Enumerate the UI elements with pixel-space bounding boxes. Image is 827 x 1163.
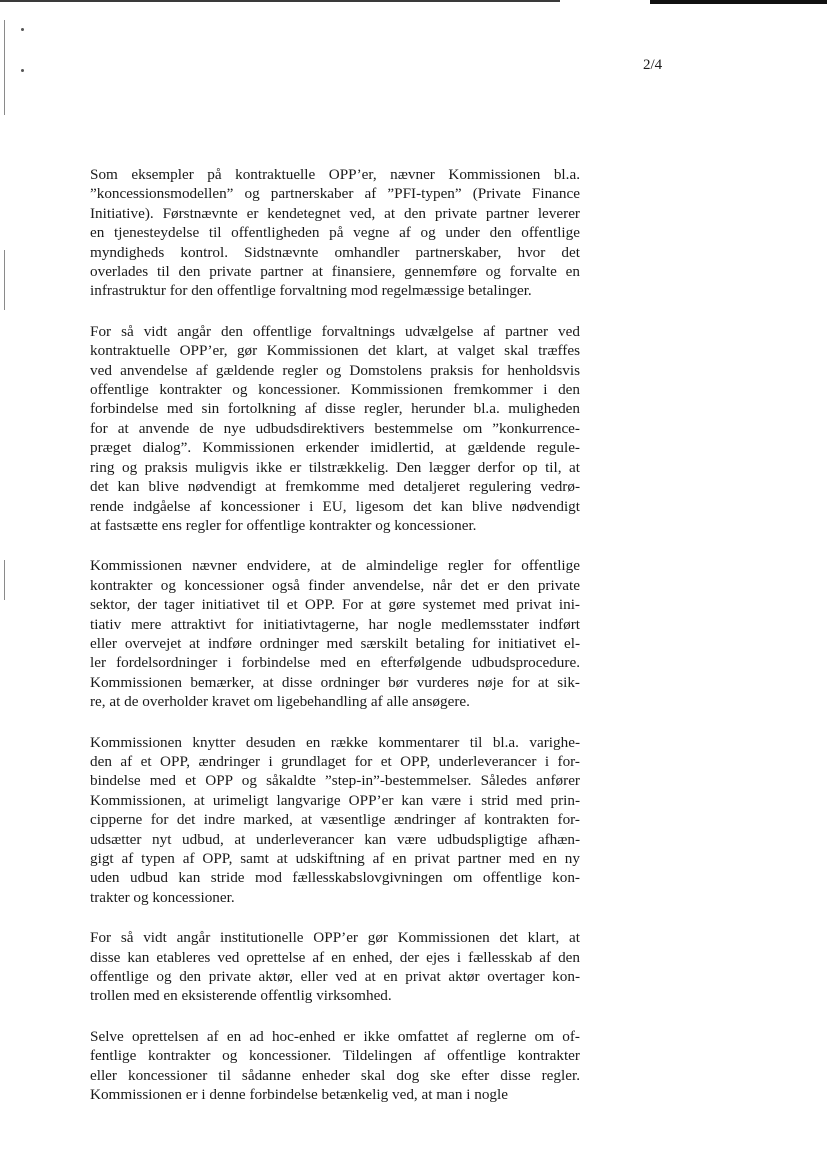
paragraph (90, 556, 580, 711)
text-line: ved anvendelse af gældende regler og Domstolens praksis for henholdsvis (90, 361, 580, 379)
text-line: rende indgåelse af koncessioner i EU, ligesom det kan blive nødvendigt (90, 497, 580, 515)
text-line: det kan blive nødvendigt at fremkomme med detaljeret regulering vedrø- (90, 478, 580, 496)
text-line: Initiative). Førstnævnte er kendetegnet ved, at den private partner leverer (90, 204, 580, 222)
text-line: infrastruktur for den offentlige forvaltning mod regelmæssige betalinger. (90, 282, 532, 300)
text-line: for at anvende de nye udbudsdirektivers bestemmelse om ”konkurrence- (90, 419, 580, 437)
paragraph (90, 165, 580, 301)
text-line: Kommissionen bemærker, at disse ordninger bør vurderes nøje for at sik- (90, 673, 580, 691)
text-line: Kommissionen nævner endvidere, at de almindelige regler for offentlige (90, 557, 580, 575)
text-line: kontraktuelle OPP’er, gør Kommissionen det klart, at valget skal træffes (90, 342, 580, 360)
text-line: Selve oprettelsen af en ad hoc-enhed er ikke omfattet af reglerne om of- (90, 1027, 580, 1045)
scan-left-edge (4, 560, 5, 600)
paragraph (90, 322, 580, 535)
text-line: disse kan etableres ved oprettelse af en enhed, der ejes i fællesskab af den (90, 948, 580, 966)
document-body (90, 165, 580, 1125)
page-number: 2/4 (643, 57, 663, 73)
text-line: sektor, der tager initiativet til et OPP. For at gøre systemet med privat ini- (90, 596, 580, 614)
text-line: den af et OPP, ændringer i grundlaget for et OPP, underleverancer i for- (90, 752, 580, 770)
text-line: cipperne for det indre marked, at væsentlige ændringer af kontrakten for- (90, 811, 580, 829)
text-line: præget dialog”. Kommissionen erkender imidlertid, at gældende regule- (90, 439, 580, 457)
text-line: trakter og koncessioner. (90, 888, 235, 906)
text-line: offentlige og den private aktør, eller ved at en privat aktør overtager kon- (90, 968, 580, 986)
text-line: eller overvejet at indføre ordninger med særskilt betaling for initiativet el- (90, 634, 580, 652)
text-line: For så vidt angår den offentlige forvaltnings udvælgelse af partner ved (90, 322, 580, 340)
text-line: udsætter nyt udbud, at underleverancer kan være udbudspligtige afhæn- (90, 830, 580, 848)
text-line: Kommissionen, at urimeligt langvarige OPP’er kan være i strid med prin- (90, 791, 580, 809)
scan-left-edge (4, 250, 5, 310)
text-line: re, at de overholder kravet om ligebehandling af alle ansøgere. (90, 693, 470, 711)
text-line: gigt af typen af OPP, samt at udskiftning af en privat partner med en ny (90, 850, 580, 867)
text-line: forbindelse med sin fortolkning af disse regler, herunder bl.a. muligheden (90, 400, 580, 418)
scan-speck (21, 28, 24, 31)
scan-left-edge (4, 20, 5, 115)
text-line: myndigheds kontrol. Sidstnævnte omhandler partnerskaber, hvor det (90, 243, 580, 261)
text-line: ler fordelsordninger i forbindelse med en efterfølgende udbudsprocedure. (90, 654, 580, 672)
text-line: Kommissionen er i denne forbindelse betænkelig ved, at man i nogle (90, 1086, 508, 1104)
text-line: For så vidt angår institutionelle OPP’er gør Kommissionen det klart, at (90, 929, 580, 947)
scan-speck (21, 69, 24, 72)
text-line: en tjenesteydelse til offentligheden på vegne af og under den offentlige (90, 224, 580, 242)
text-line: uden udbud kan stride mod fællesskabslovgivningen om offentlige kon- (90, 869, 580, 887)
text-line: kontrakter og koncessioner også finder anvendelse, når det er den private (90, 576, 580, 594)
text-line: offentlige kontrakter og koncessioner. Kommissionen fremkommer i den (90, 381, 580, 399)
paragraph (90, 928, 580, 1006)
text-line: overlades til den private partner at finansiere, gennemføre og forvalte en (90, 263, 580, 281)
text-line: ”koncessionsmodellen” og partnerskaber af ”PFI-typen” (Private Finance (90, 185, 580, 203)
text-line: fentlige kontrakter og koncessioner. Tildelingen af offentlige kontrakter (90, 1047, 580, 1065)
text-line: trollen med en eksisterende offentlig virksomhed. (90, 987, 392, 1005)
text-line: Kommissionen knytter desuden en række kommentarer til bl.a. varighe- (90, 733, 580, 751)
paragraph (90, 1027, 580, 1105)
text-line: eller koncessioner til sådanne enheder skal dog ske efter disse regler. (90, 1066, 580, 1084)
paragraph (90, 733, 580, 908)
text-line: bindelse med et OPP og såkaldte ”step-in”-bestemmelser. Således anfører (90, 772, 580, 790)
text-line: at fastsætte ens regler for offentlige kontrakter og koncessioner. (90, 516, 477, 534)
scan-top-edge (0, 0, 560, 2)
text-line: Som eksempler på kontraktuelle OPP’er, nævner Kommissionen bl.a. (90, 166, 580, 183)
scan-top-edge-right (650, 0, 827, 4)
text-line: ring og praksis muligvis ikke er tilstrækkelig. Den lægger derfor op til, at (90, 458, 580, 476)
text-line: tiativ mere attraktivt for initiativtagerne, har nogle medlemsstater indført (90, 615, 580, 633)
